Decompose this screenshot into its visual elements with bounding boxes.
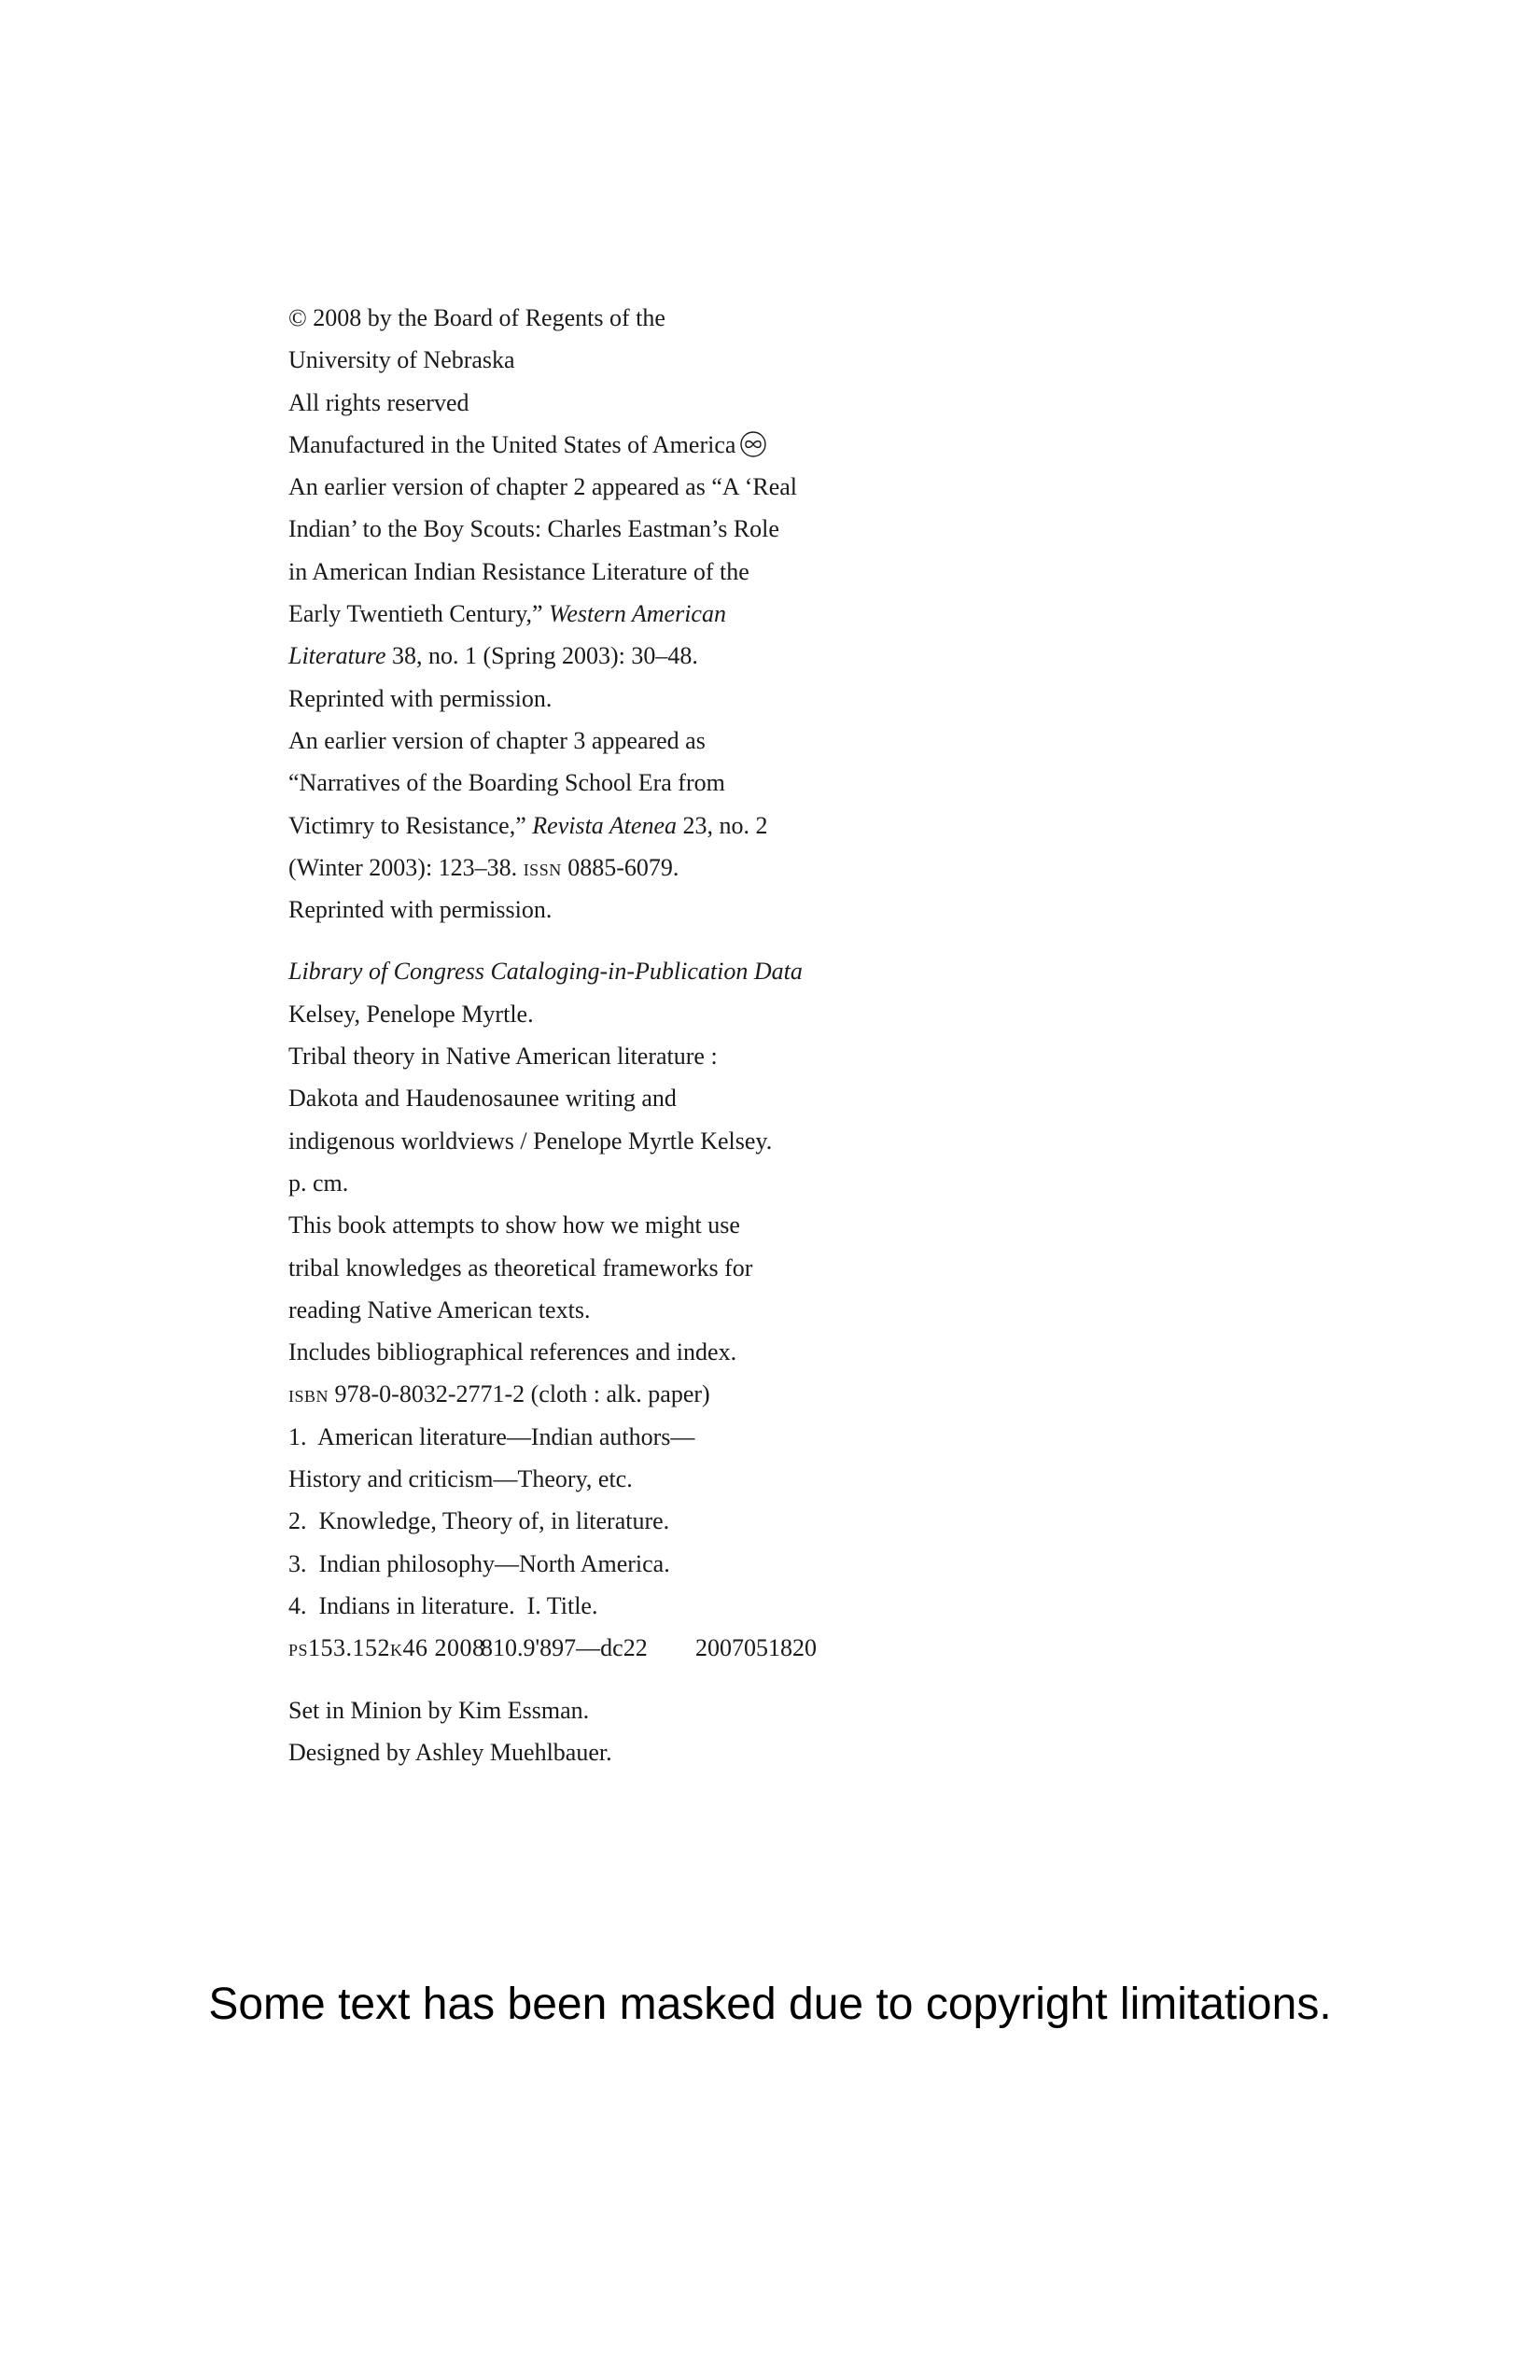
chapter3-notice-line: An earlier version of chapter 3 appeared as bbox=[288, 726, 706, 754]
permission-line: Reprinted with permission. bbox=[288, 684, 553, 712]
cip-subject: 4. Indians in literature. I. Title. bbox=[288, 1591, 598, 1619]
journal-title: Literature bbox=[288, 642, 386, 670]
chapter2-notice-line bbox=[288, 635, 867, 677]
journal-title: Revista Atenea bbox=[532, 811, 678, 839]
cip-subject: 2. Knowledge, Theory of, in literature. bbox=[288, 1507, 670, 1535]
copyright-line: University of Nebraska bbox=[288, 346, 515, 374]
permission-line: Reprinted with permission. bbox=[288, 896, 553, 924]
issn-label: issn bbox=[523, 853, 562, 881]
chapter2-notice-text: 38, no. 1 (Spring 2003): 30–48. bbox=[385, 642, 698, 670]
copyright-page-text bbox=[288, 297, 867, 1773]
copyright-line: © 2008 by the Board of Regents of the bbox=[288, 304, 665, 331]
chapter3-notice-text: Victimry to Resistance,” bbox=[288, 811, 533, 839]
cip-subject: 1. American literature—Indian authors— bbox=[288, 1422, 695, 1450]
cip-title-line: indigenous worldviews / Penelope Myrtle Kelsey. bbox=[288, 1127, 773, 1155]
chapter3-notice-line: “Narratives of the Boarding School Era from bbox=[288, 769, 725, 797]
cip-title-line: Tribal theory in Native American literature : bbox=[288, 1043, 718, 1071]
infinity-circle-icon bbox=[739, 430, 767, 458]
cip-summary-line: This book attempts to show how we might use bbox=[288, 1211, 740, 1239]
cip-subject: History and criticism—Theory, etc. bbox=[288, 1465, 633, 1493]
chapter3-notice-line bbox=[288, 847, 867, 889]
cip-classification bbox=[288, 1627, 867, 1669]
isbn-number: 978-0-8032-2771-2 (cloth : alk. paper) bbox=[329, 1380, 710, 1408]
cip-subject: 3. Indian philosophy—North America. bbox=[288, 1549, 670, 1577]
isbn-label: isbn bbox=[288, 1380, 329, 1408]
cip-heading bbox=[288, 950, 867, 992]
chapter2-notice-line bbox=[288, 593, 867, 635]
rights-line: All rights reserved bbox=[288, 388, 469, 416]
manufactured-line bbox=[288, 424, 867, 466]
cip-summary-line: reading Native American texts. bbox=[288, 1295, 591, 1323]
issn-number: 0885-6079. bbox=[561, 853, 679, 881]
journal-title: Western American bbox=[549, 600, 726, 628]
chapter2-notice-line: in American Indian Resistance Literature of the bbox=[288, 557, 749, 585]
cip-isbn bbox=[288, 1373, 867, 1415]
cip-summary-line: tribal knowledges as theoretical frameworks for bbox=[288, 1253, 753, 1281]
dewey-number: 810.9'897—dc22 bbox=[481, 1634, 648, 1662]
cip-includes: Includes bibliographical references and index. bbox=[288, 1338, 737, 1366]
lccn: 2007051820 bbox=[695, 1634, 817, 1662]
typesetting-credit: Set in Minion by Kim Essman. bbox=[288, 1696, 590, 1724]
mask-notice-text: Some text has been masked due to copyright limitations. bbox=[208, 1980, 1332, 2029]
cip-title-line: Dakota and Haudenosaunee writing and bbox=[288, 1085, 677, 1113]
chapter2-notice-text: Early Twentieth Century,” bbox=[288, 600, 550, 628]
manufactured-text: Manufactured in the United States of America bbox=[288, 430, 736, 458]
design-credit: Designed by Ashley Muehlbauer. bbox=[288, 1738, 612, 1766]
cip-heading-text: Library of Congress Cataloging-in-Publication Data bbox=[288, 958, 803, 986]
cip-pagination: p. cm. bbox=[288, 1169, 349, 1197]
chapter3-notice-line bbox=[288, 805, 867, 847]
cip-author: Kelsey, Penelope Myrtle. bbox=[288, 1000, 534, 1028]
chapter3-notice-text: (Winter 2003): 123–38. bbox=[288, 853, 524, 881]
call-number: ps153.152k46 2008 bbox=[288, 1634, 485, 1662]
chapter3-notice-text: 23, no. 2 bbox=[677, 811, 768, 839]
chapter2-notice-line: Indian’ to the Boy Scouts: Charles Eastman’s Role bbox=[288, 515, 779, 543]
copyright-mask-notice bbox=[0, 1979, 1540, 2030]
chapter2-notice-line: An earlier version of chapter 2 appeared as “A ‘Real bbox=[288, 473, 798, 501]
